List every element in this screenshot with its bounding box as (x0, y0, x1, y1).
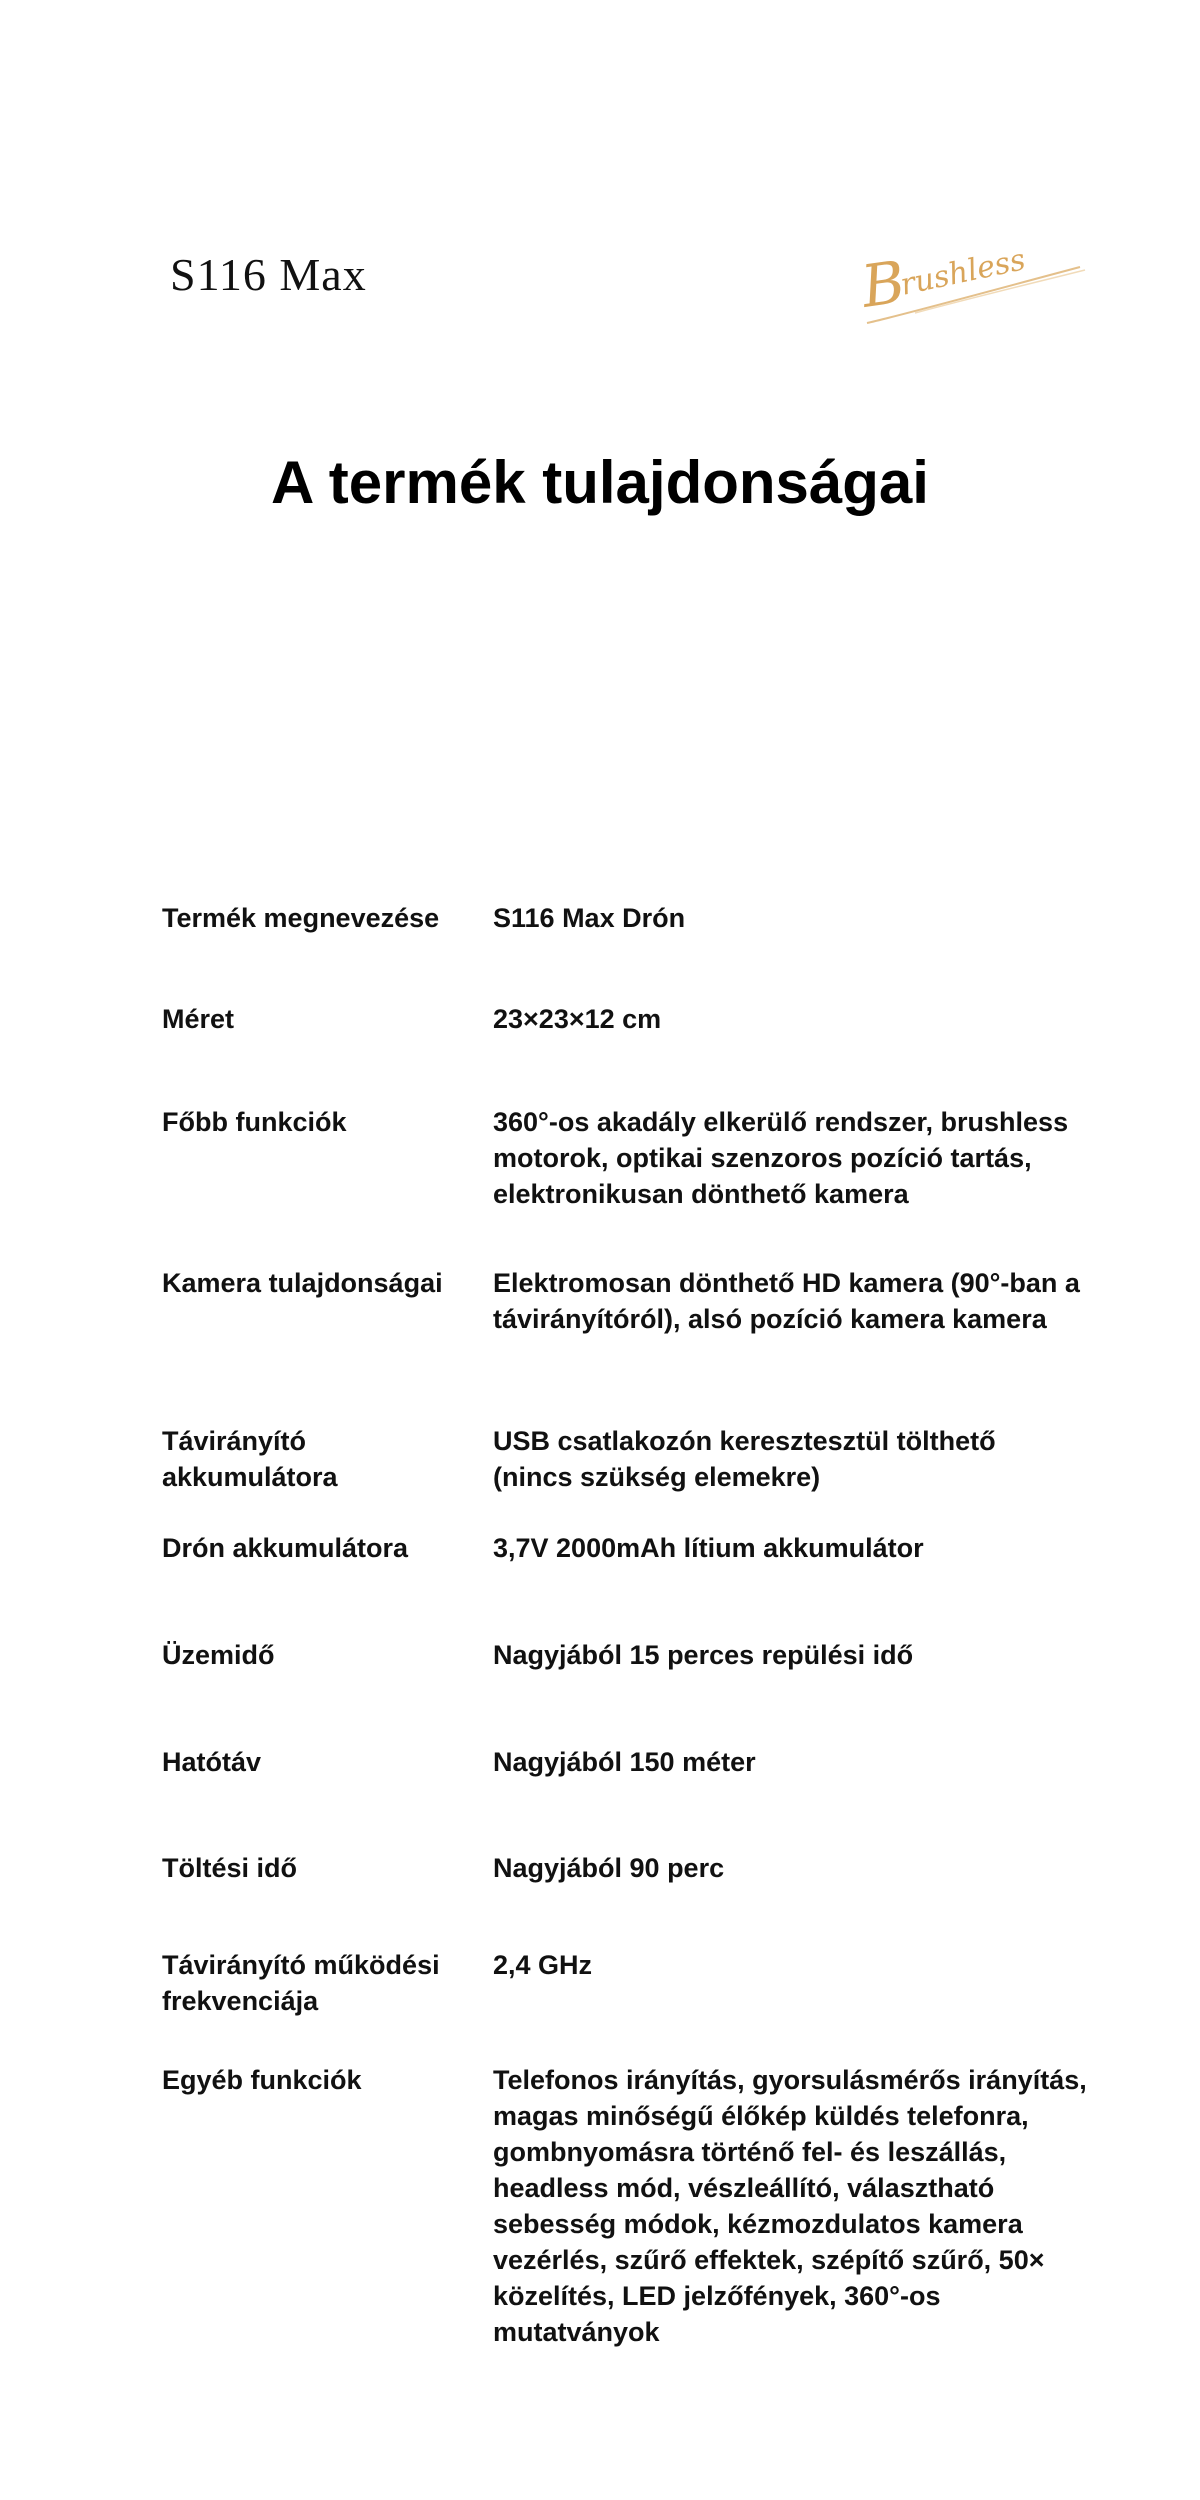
spec-value: Telefonos irányítás, gyorsulásmérős irányítás, magas minőségű élőkép küldés telefonra, gombnyomásra történő fel- és leszállás, headless mód, vészleállító, választható sebesség módok, kézmozdulatos kamera vezérlés, szűrő effektek, szépítő szűrő, 50× közelítés, LED jelzőfények, 360°-os mutatványok (493, 2065, 1087, 2347)
spec-value: 23×23×12 cm (493, 1004, 662, 1034)
spec-label: Töltési idő (162, 1853, 297, 1883)
page-title: A termék tulajdonságai (271, 449, 929, 516)
spec-label: Termék megnevezése (162, 903, 440, 933)
svg-text:rushless: rushless (897, 242, 1029, 303)
spec-label: Drón akkumulátora (162, 1533, 409, 1563)
spec-value: Nagyjából 150 méter (493, 1747, 756, 1777)
spec-label: Kamera tulajdonságai (162, 1268, 443, 1298)
spec-label: Méret (162, 1004, 235, 1034)
spec-value: Nagyjából 15 perces repülési idő (493, 1640, 914, 1670)
spec-value: S116 Max Drón (493, 903, 686, 933)
svg-text:B: B (857, 247, 910, 321)
spec-value: Elektromosan dönthető HD kamera (90°-ban a távirányítóról), alsó pozíció kamera kamera (493, 1268, 1080, 1334)
spec-value: 2,4 GHz (493, 1950, 593, 1980)
brushless-logo (855, 225, 1090, 335)
model-name: S116 Max (170, 249, 367, 300)
spec-label: Főbb funkciók (162, 1107, 347, 1137)
spec-value: USB csatlakozón keresztesztül tölthető (nincs szükség elemekre) (493, 1426, 996, 1492)
spec-label: Távirányító akkumulátora (162, 1426, 338, 1492)
spec-value: 360°-os akadály elkerülő rendszer, brushless motorok, optikai szenzoros pozíció tartás, elektronikusan dönthető kamera (493, 1107, 1069, 1209)
spec-label: Hatótáv (162, 1747, 262, 1777)
spec-label: Üzemidő (162, 1640, 275, 1670)
spec-label: Egyéb funkciók (162, 2065, 362, 2095)
spec-value: 3,7V 2000mAh lítium akkumulátor (493, 1533, 924, 1563)
spec-value: Nagyjából 90 perc (493, 1853, 725, 1883)
spec-label: Távirányító működési frekvenciája (162, 1950, 440, 2016)
